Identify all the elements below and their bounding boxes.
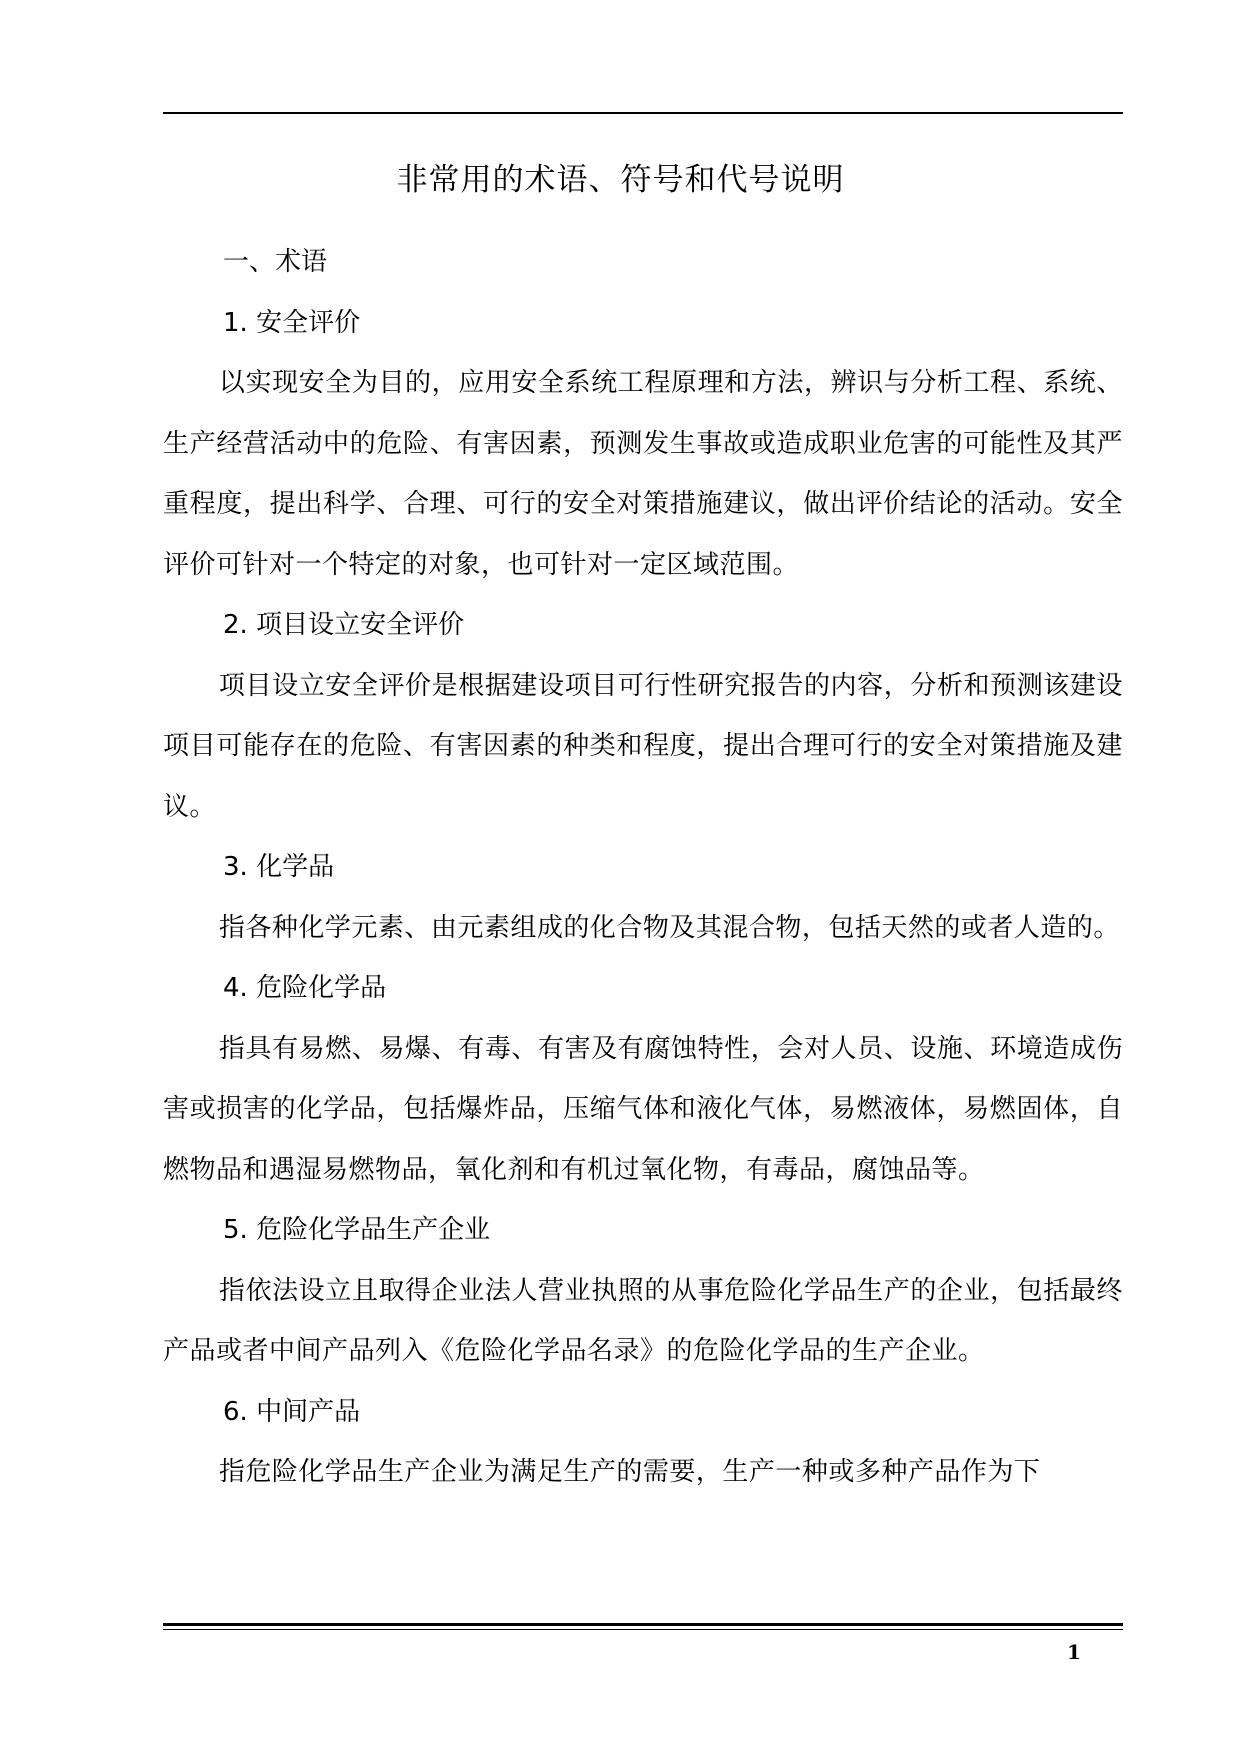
- term-body-5: 指依法设立且取得企业法人营业执照的从事危险化学品生产的企业，包括最终产品或者中间产品列入《危险化学品名录》的危险化学品的生产企业。: [163, 1275, 1123, 1366]
- footer-rule-thin: [163, 1629, 1123, 1630]
- term-body-3: 指各种化学元素、由元素组成的化合物及其混合物，包括天然的或者人造的。: [218, 912, 1120, 943]
- term-heading-1: 1. 安全评价: [223, 307, 361, 338]
- term-body-1: 以实现安全为目的，应用安全系统工程原理和方法，辨识与分析工程、系统、生产经营活动中的危险、有害因素，预测发生事故或造成职业危害的可能性及其严重程度，提出科学、合理、可行的安全对策措施建议，做出评价结论的活动。安全评价可针对一个特定的对象，也可针对一定区域范围。: [163, 368, 1123, 580]
- header-rule: [163, 112, 1123, 114]
- term-heading-6: 6. 中间产品: [223, 1396, 361, 1427]
- term-heading-5: 5. 危险化学品生产企业: [223, 1215, 491, 1245]
- term-body-2: 项目设立安全评价是根据建设项目可行性研究报告的内容，分析和预测该建设项目可能存在的危险、有害因素的种类和程度，提出合理可行的安全对策措施及建议。: [163, 670, 1123, 822]
- term-heading-4: 4. 危险化学品: [223, 973, 387, 1003]
- section-heading: 一、术语: [223, 247, 328, 277]
- footer-rule: [163, 1623, 1123, 1626]
- term-body-6: 指危险化学品生产企业为满足生产的需要，生产一种或多种产品作为下: [218, 1457, 1041, 1487]
- term-heading-3: 3. 化学品: [223, 852, 335, 882]
- page-title: 非常用的术语、符号和代号说明: [396, 162, 845, 198]
- page-number: 1: [1067, 1640, 1081, 1664]
- term-body-4: 指具有易燃、易爆、有毒、有害及有腐蚀特性，会对人员、设施、环境造成伤害或损害的化学品，包括爆炸品，压缩气体和液化气体，易燃液体，易燃固体，自燃物品和遇湿易燃物品，氧化剂和有机过氧化物，有毒品，腐蚀品等。: [163, 1033, 1123, 1185]
- term-heading-2: 2. 项目设立安全评价: [223, 610, 465, 640]
- document-body: [163, 232, 1123, 1503]
